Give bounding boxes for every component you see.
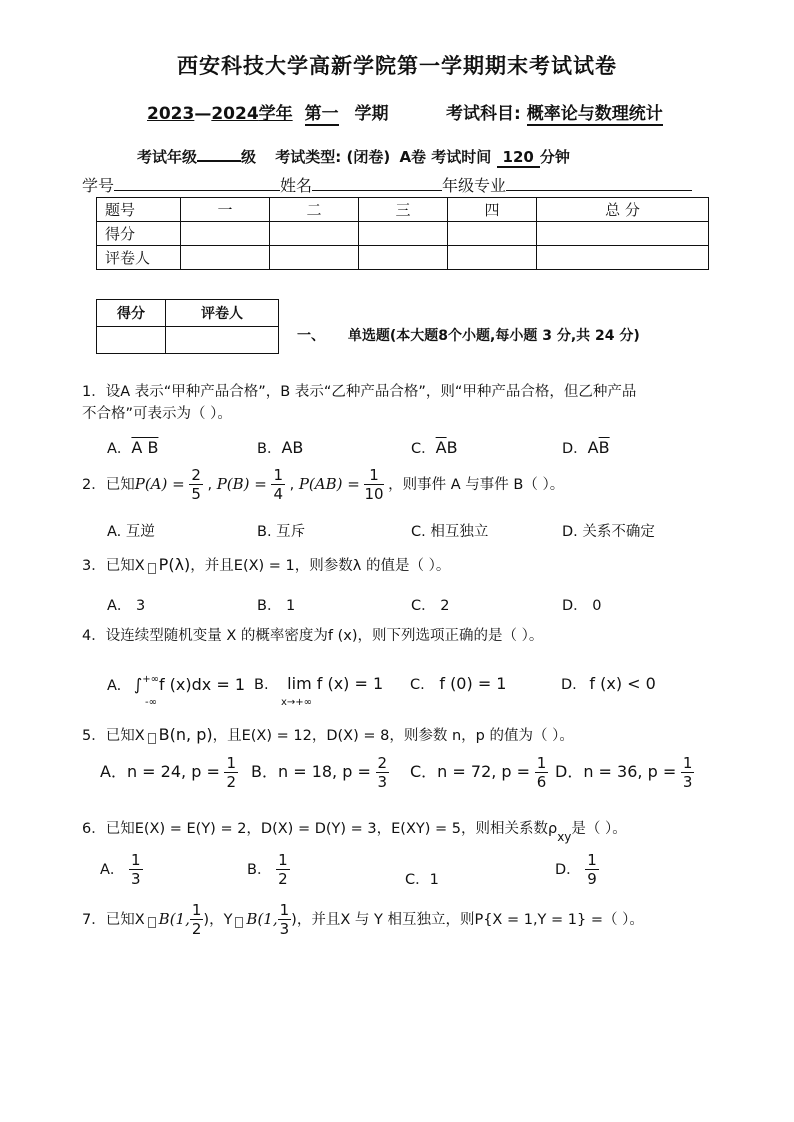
q3-option-a[interactable]: A． 3 xyxy=(107,598,146,614)
distribution-symbol-icon xyxy=(148,917,156,928)
row-label: 得分 xyxy=(97,222,181,246)
question-5-text: 5．已知X B(n, p)，且E(X) = 12，D(X) = 8，则参数 n，p 的值为（ ）。 xyxy=(82,725,574,744)
distribution-symbol-icon xyxy=(148,563,156,574)
q5-option-c[interactable]: C．n = 72, p = $\frac{1}{6}$ xyxy=(410,754,547,791)
q3-option-c[interactable]: C． 2 xyxy=(411,598,450,614)
question-1-text-cont: 不合格”可表示为（ ）。 xyxy=(82,406,232,422)
score-cell[interactable] xyxy=(359,222,448,246)
question-1-text: 1．设A 表示“甲种产品合格”，B 表示“乙种产品合格”，则“甲种产品合格，但乙种产品 xyxy=(82,384,637,400)
table-row xyxy=(97,246,709,270)
question-2-text: 2．已知P(A) = $\frac{2}{5}$ , P(B) = $\frac{1}{4}$ , P(AB) = $\frac{1}{10}$ ，则事件 A 与事件 B（ ）。 xyxy=(82,466,565,503)
question-6-text: 6．已知E(X) = E(Y) = 2，D(X) = D(Y) = 3，E(XY) = 5，则相关系数$\rho_{xy}$是（ ）。 xyxy=(82,821,627,844)
q4-option-c[interactable]: C. f (0) = 1 xyxy=(410,674,507,693)
q6-option-c[interactable]: C．1 xyxy=(405,872,439,888)
score-cell[interactable] xyxy=(448,222,537,246)
column-header: 总 分 xyxy=(537,198,709,222)
subject-value: 概率论与数理统计 xyxy=(527,99,663,126)
table-row xyxy=(97,222,709,246)
fraction: $\frac{1}{10}$ xyxy=(364,466,384,503)
fraction: $\frac{1}{4}$ xyxy=(273,466,283,503)
fraction: $\frac{1}{6}$ xyxy=(536,754,547,791)
q4-option-b[interactable]: B. lim f (x) = 1 xyxy=(254,674,384,693)
fraction: $\frac{1}{3}$ xyxy=(682,754,693,791)
grade-blank xyxy=(197,146,241,162)
q2-option-a[interactable]: A. 互逆 xyxy=(107,524,155,540)
q5-option-b[interactable]: B．n = 18, p = $\frac{2}{3}$ xyxy=(251,754,388,791)
column-header: 四 xyxy=(448,198,537,222)
exam-info-line: 考试年级 级 考试类型: (闭卷) A卷 考试时间 120 分钟 xyxy=(137,148,570,166)
q2-option-b[interactable]: B. 互斥 xyxy=(257,524,306,540)
q5-option-d[interactable]: D．n = 36, p = $\frac{1}{3}$ xyxy=(555,754,693,791)
distribution-symbol-icon xyxy=(148,733,156,744)
section-heading: 一、 单选题(本大题8个小题,每小题 3 分,共 24 分) xyxy=(297,328,640,344)
fraction: $\frac{1}{3}$ xyxy=(279,901,290,938)
row-label: 题号 xyxy=(97,198,181,222)
q5-option-a[interactable]: A．n = 24, p = $\frac{1}{2}$ xyxy=(100,754,237,791)
score-cell[interactable] xyxy=(181,222,270,246)
column-header: 三 xyxy=(359,198,448,222)
q3-option-d[interactable]: D． 0 xyxy=(562,598,602,614)
q1-option-d[interactable]: D．$A\overline{B}$ xyxy=(562,438,610,457)
subject-line: 考试科目: 概率论与数理统计 xyxy=(446,99,663,126)
limit-subscript: x→+∞ xyxy=(281,697,313,708)
grader-cell[interactable] xyxy=(448,246,537,270)
distribution-symbol-icon xyxy=(235,917,243,928)
q4-option-a[interactable]: A. ∫+∞f (x)dx = 1 xyxy=(107,674,246,694)
q1-option-b[interactable]: B．AB xyxy=(257,438,304,457)
major-field[interactable] xyxy=(506,175,692,191)
grader-header: 评卷人 xyxy=(166,300,279,327)
question-7-text: 7．已知X B(1, $\frac{1}{2}$ )，Y B(1, $\frac{1}{3}$ )，并且X 与 Y 相互独立，则P{X = 1,Y = 1} =（ ）。 xyxy=(82,901,644,938)
fraction: $\frac{1}{2}$ xyxy=(278,851,288,888)
question-4-text: 4．设连续型随机变量 X 的概率密度为f (x)，则下列选项正确的是（ ）。 xyxy=(82,628,544,644)
q2-option-d[interactable]: D. 关系不确定 xyxy=(562,524,655,540)
section-score-cell[interactable] xyxy=(97,327,166,354)
q4-option-d[interactable]: D. f (x) < 0 xyxy=(561,674,656,693)
q2-option-c[interactable]: C. 相互独立 xyxy=(411,524,489,540)
score-header: 得分 xyxy=(97,300,166,327)
q3-option-b[interactable]: B． 1 xyxy=(257,598,296,614)
name-field[interactable] xyxy=(312,175,442,191)
grader-cell[interactable] xyxy=(270,246,359,270)
q6-option-d[interactable]: D． $\frac{1}{9}$ xyxy=(555,851,597,888)
fraction: $\frac{1}{9}$ xyxy=(587,851,597,888)
student-id-field[interactable] xyxy=(114,175,280,191)
fraction: $\frac{1}{2}$ xyxy=(226,754,237,791)
integral-lower-limit: -∞ xyxy=(145,697,157,708)
column-header: 二 xyxy=(270,198,359,222)
term-value: 第一 xyxy=(305,99,339,126)
q1-option-c[interactable]: C．$\overline{A}B$ xyxy=(411,438,458,457)
grader-cell[interactable] xyxy=(181,246,270,270)
row-label: 评卷人 xyxy=(97,246,181,270)
q1-option-a[interactable]: A．A B xyxy=(107,438,159,457)
fraction: $\frac{1}{3}$ xyxy=(131,851,141,888)
table-row xyxy=(97,198,709,222)
fraction: $\frac{2}{5}$ xyxy=(191,466,201,503)
fraction: $\frac{1}{2}$ xyxy=(191,901,202,938)
score-cell[interactable] xyxy=(537,222,709,246)
q6-option-a[interactable]: A． $\frac{1}{3}$ xyxy=(100,851,141,888)
grader-cell[interactable] xyxy=(537,246,709,270)
exam-title: 西安科技大学高新学院第一学期期末考试试卷 xyxy=(177,54,617,78)
column-header: 一 xyxy=(181,198,270,222)
q6-option-b[interactable]: B． $\frac{1}{2}$ xyxy=(247,851,288,888)
section-grader-cell[interactable] xyxy=(166,327,279,354)
academic-year: 2023—2024学年 第一 学期 xyxy=(147,99,389,126)
score-cell[interactable] xyxy=(270,222,359,246)
fraction: $\frac{2}{3}$ xyxy=(377,754,388,791)
section-score-table xyxy=(96,299,279,354)
score-table xyxy=(96,197,709,270)
question-3-text: 3．已知X P(λ)，并且E(X) = 1，则参数λ 的值是（ ）。 xyxy=(82,555,451,574)
student-info-line: 学号 姓名 年级专业 xyxy=(82,173,692,196)
grader-cell[interactable] xyxy=(359,246,448,270)
